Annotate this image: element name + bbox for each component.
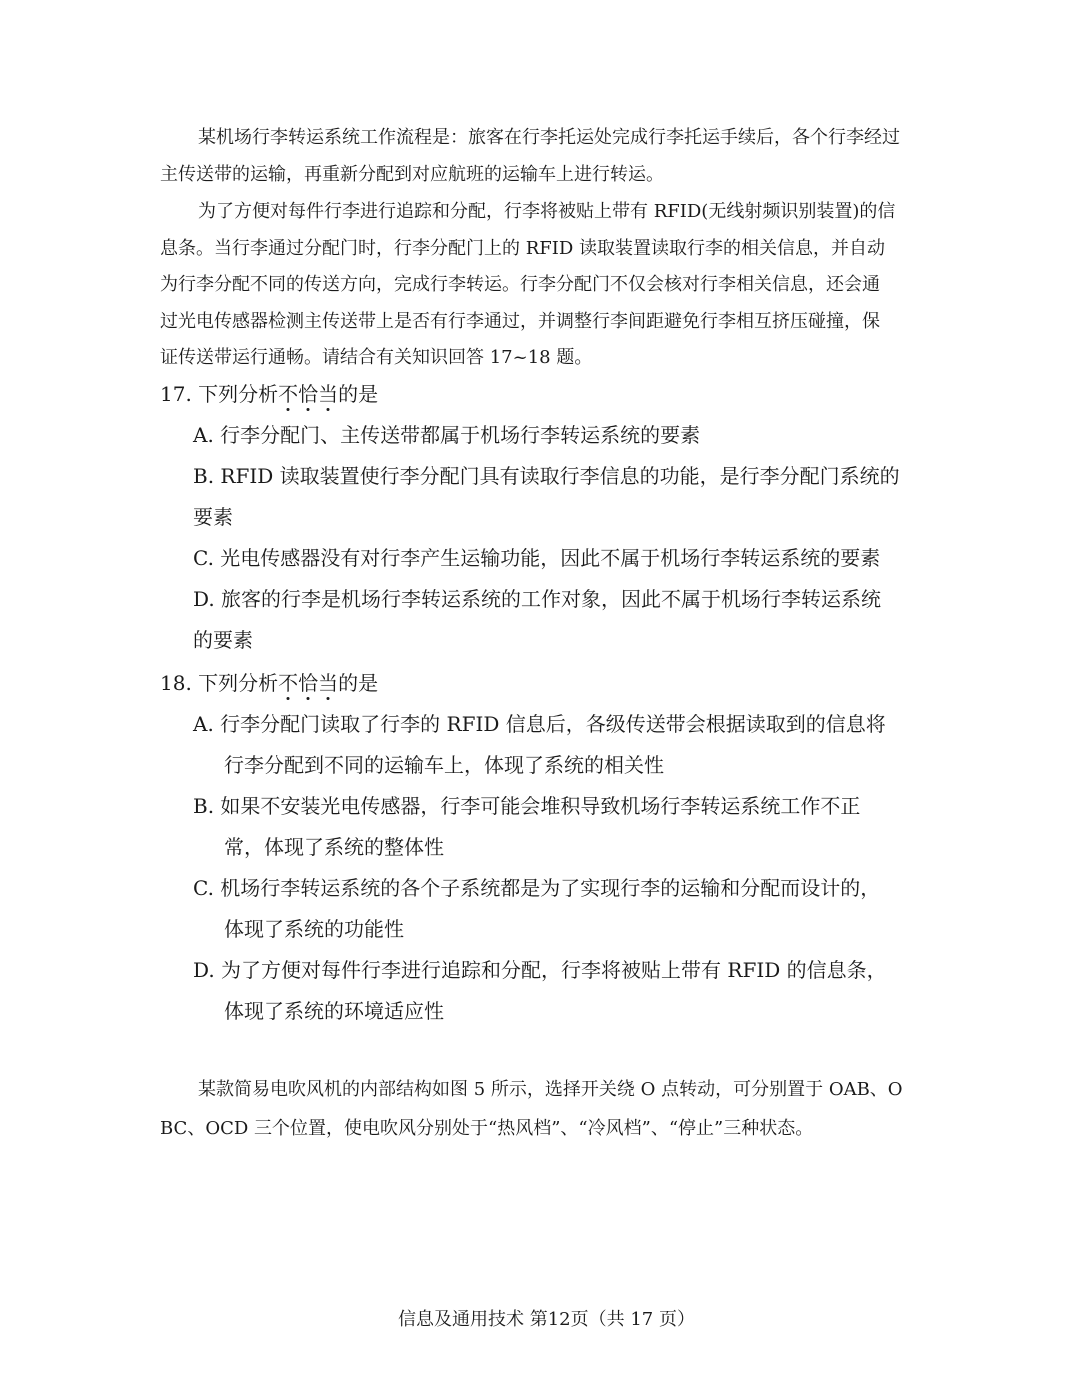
q17-stem-prefix: 17. 下列分析	[160, 382, 279, 406]
q17-emphasis-3: 当	[318, 382, 339, 406]
q17-emphasis-1: 不	[278, 382, 299, 406]
q17-stem	[160, 384, 378, 404]
q18-stem-suffix: 的是	[338, 671, 379, 695]
q18-option-d-line2: 体现了系统的环境适应性	[224, 999, 444, 1023]
next-paragraph-line-1: 某款简易电吹风机的内部结构如图 5 所示，选择开关绕 O 点转动，可分别置于 OAB、O	[198, 1079, 903, 1100]
intro-line-2: 主传送带的运输，再重新分配到对应航班的运输车上进行转运。	[160, 164, 664, 185]
q17-option-b-line1: B. RFID 读取装置使行李分配门具有读取行李信息的功能，是行李分配门系统的	[193, 464, 900, 488]
page-footer: 信息及通用技术 第12页（共 17 页）	[398, 1309, 695, 1330]
q18-emphasis-1: 不	[278, 671, 299, 695]
next-paragraph-line-2: BC、OCD 三个位置，使电吹风分别处于“热风档”、“冷风档”、“停止”三种状态。	[160, 1118, 814, 1139]
intro-line-5: 为行李分配不同的传送方向，完成行李转运。行李分配门不仅会核对行李相关信息，还会通	[160, 274, 880, 295]
intro-line-3: 为了方便对每件行李进行追踪和分配，行李将被贴上带有 RFID(无线射频识别装置)的信	[198, 201, 896, 222]
q18-option-a-line1: A. 行李分配门读取了行李的 RFID 信息后，各级传送带会根据读取到的信息将	[193, 712, 886, 736]
q17-option-a: A. 行李分配门、主传送带都属于机场行李转运系统的要素	[193, 423, 701, 447]
intro-line-6: 过光电传感器检测主传送带上是否有行李通过，并调整行李间距避免行李相互挤压碰撞，保	[160, 311, 880, 332]
q18-option-b-line1: B. 如果不安装光电传感器，行李可能会堆积导致机场行李转运系统工作不正	[193, 794, 861, 818]
q17-option-d-line2: 的要素	[193, 628, 253, 652]
q17-option-b-line2: 要素	[193, 505, 233, 529]
intro-line-4: 息条。当行李通过分配门时，行李分配门上的 RFID 读取装置读取行李的相关信息，并自动	[160, 238, 886, 259]
q18-option-c-line2: 体现了系统的功能性	[224, 917, 404, 941]
q18-stem	[160, 673, 378, 693]
q18-option-a-line2: 行李分配到不同的运输车上，体现了系统的相关性	[224, 753, 664, 777]
q18-emphasis-3: 当	[318, 671, 339, 695]
intro-line-7: 证传送带运行通畅。请结合有关知识回答 17~18 题。	[160, 347, 593, 368]
q18-option-b-line2: 常，体现了系统的整体性	[224, 835, 444, 859]
q18-option-c-line1: C. 机场行李转运系统的各个子系统都是为了实现行李的运输和分配而设计的，	[193, 876, 881, 900]
q18-option-d-line1: D. 为了方便对每件行李进行追踪和分配，行李将被贴上带有 RFID 的信息条，	[193, 958, 887, 982]
q18-emphasis-2: 恰	[298, 671, 319, 695]
q17-option-c: C. 光电传感器没有对行李产生运输功能，因此不属于机场行李转运系统的要素	[193, 546, 881, 570]
q17-stem-suffix: 的是	[338, 382, 379, 406]
q18-stem-prefix: 18. 下列分析	[160, 671, 279, 695]
q17-emphasis-2: 恰	[298, 382, 319, 406]
q17-option-d-line1: D. 旅客的行李是机场行李转运系统的工作对象，因此不属于机场行李转运系统	[193, 587, 882, 611]
intro-line-1: 某机场行李转运系统工作流程是：旅客在行李托运处完成行李托运手续后，各个行李经过	[198, 127, 900, 148]
